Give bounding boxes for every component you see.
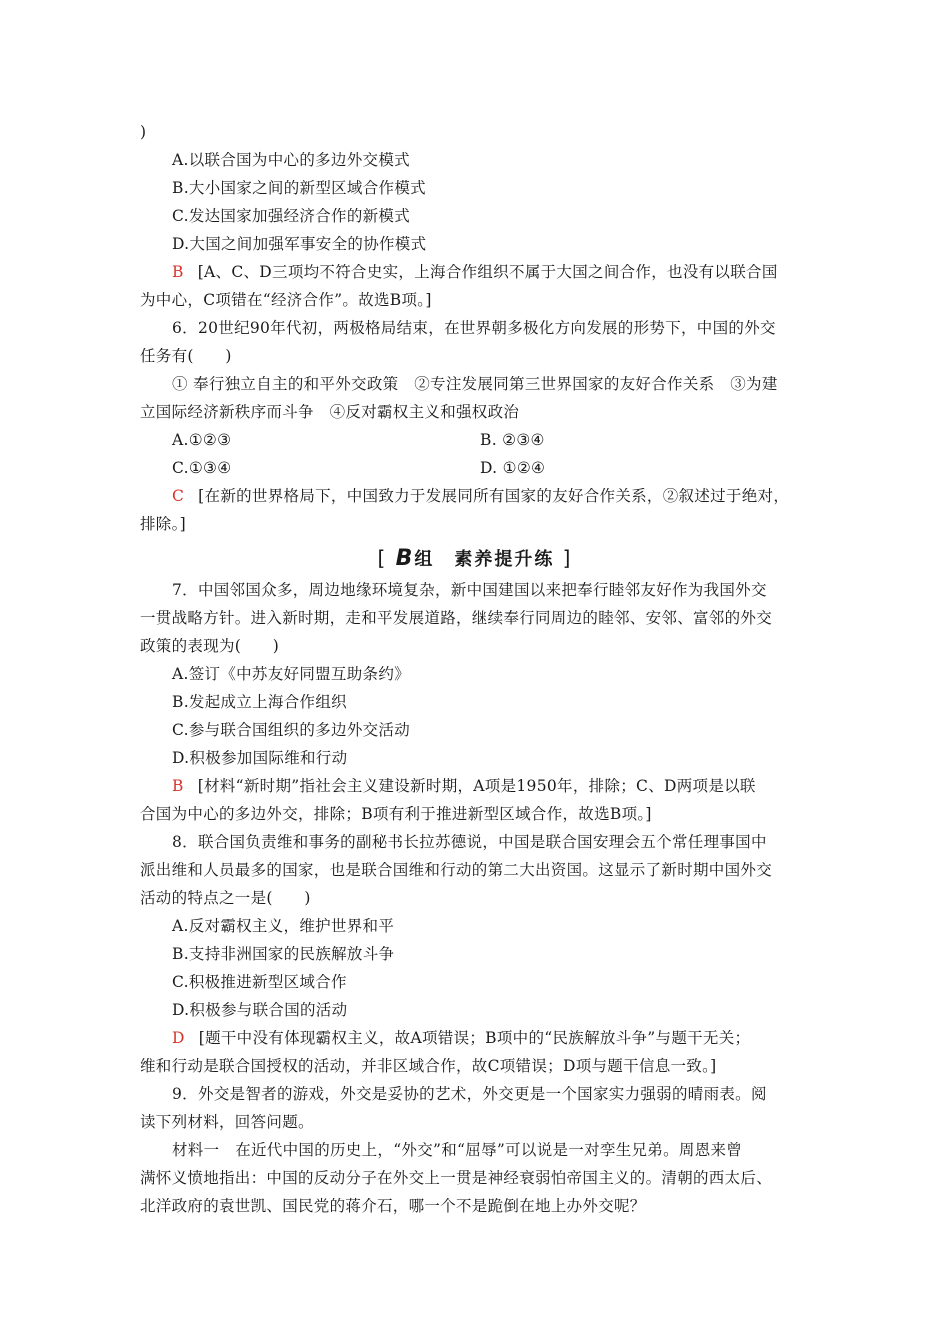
option-a: A.①②③ (172, 431, 232, 449)
option-b: B.大小国家之间的新型区域合作模式 (172, 179, 426, 197)
answer-text: [在新的世界格局下，中国致力于发展同所有国家的友好合作关系，②叙述过于绝对， (198, 487, 790, 505)
material-text: 北洋政府的袁世凯、国民党的蒋介石，哪一个不是跪倒在地上办外交呢？ (140, 1197, 646, 1215)
section-bracket: ] (562, 546, 573, 570)
material-text: 材料一 在近代中国的历史上，“外交”和“屈辱”可以说是一对孪生兄弟。周恩来曾 (172, 1141, 743, 1159)
option-d: D.大国之间加强军事安全的协作模式 (172, 235, 427, 253)
answer-line (172, 262, 778, 282)
option-a: A.反对霸权主义，维护世界和平 (172, 917, 395, 935)
option-b: B.支持非洲国家的民族解放斗争 (172, 945, 395, 963)
option-b: B.发起成立上海合作组织 (172, 693, 347, 711)
question-text: 7．中国邻国众多，周边地缘环境复杂，新中国建国以来把奉行睦邻友好作为我国外交 (172, 581, 767, 599)
material-text: 满怀义愤地指出：中国的反动分子在外交上一贯是神经衰弱怕帝国主义的。清朝的西太后、 (140, 1169, 773, 1187)
option-b: B. ②③④ (480, 431, 545, 449)
section-heading (0, 545, 950, 571)
answer-line (172, 1028, 750, 1048)
question-text: 读下列材料，回答问题。 (140, 1113, 314, 1131)
option-row (172, 430, 231, 450)
answer-letter: C (172, 487, 185, 505)
section-bracket: [ (377, 546, 388, 570)
question-text: 活动的特点之一是( ) (140, 889, 311, 907)
answer-text: 维和行动是联合国授权的活动，并非区域合作，故C项错误；D项与题干信息一致。] (140, 1057, 717, 1075)
question-text: 一贯战略方针。进入新时期，走和平发展道路，继续奉行同周边的睦邻、安邻、富邻的外交 (140, 609, 773, 627)
answer-letter: B (172, 263, 184, 281)
option-c: C.积极推进新型区域合作 (172, 973, 347, 991)
answer-text: [题干中没有体现霸权主义，故A项错误；B项中的“民族解放斗争”与题干无关； (198, 1029, 751, 1047)
question-text: 派出维和人员最多的国家，也是联合国维和行动的第二大出资国。这显示了新时期中国外交 (140, 861, 773, 879)
option-a: A.以联合国为中心的多边外交模式 (172, 151, 410, 169)
section-letter: B (395, 546, 415, 571)
text-line: ) (140, 123, 147, 141)
question-text: 9．外交是智者的游戏，外交是妥协的艺术，外交更是一个国家实力强弱的晴雨表。阅 (172, 1085, 767, 1103)
question-text: 政策的表现为( ) (140, 637, 280, 655)
answer-text: [A、C、D三项均不符合史实，上海合作组织不属于大国之间合作，也没有以联合国 (197, 263, 778, 281)
question-text: 8．联合国负责维和事务的副秘书长拉苏德说，中国是联合国安理会五个常任理事国中 (172, 833, 767, 851)
option-d: D.积极参与联合国的活动 (172, 1001, 348, 1019)
option-c: C.①③④ (172, 459, 232, 477)
option-d: D. ①②④ (480, 459, 546, 477)
question-statements: 立国际经济新秩序而斗争 ④反对霸权主义和强权政治 (140, 403, 520, 421)
question-statements: ① 奉行独立自主的和平外交政策 ②专注发展同第三世界国家的友好合作关系 ③为建 (172, 375, 778, 393)
answer-text: 合国为中心的多边外交，排除；B项有利于推进新型区域合作，故选B项。] (140, 805, 652, 823)
option-a: A.签订《中苏友好同盟互助条约》 (172, 665, 410, 683)
answer-text: 排除。] (140, 515, 186, 533)
answer-line (172, 776, 756, 796)
question-text: 6．20世纪90年代初，两极格局结束，在世界朝多极化方向发展的形势下，中国的外交 (172, 319, 776, 337)
section-title: 组 素养提升练 (414, 549, 555, 570)
answer-line (172, 486, 789, 506)
option-d: D.积极参加国际维和行动 (172, 749, 348, 767)
answer-text: 为中心，C项错在“经济合作”。故选B项。] (140, 291, 432, 309)
answer-letter: D (172, 1029, 185, 1047)
answer-letter: B (172, 777, 184, 795)
answer-text: [材料“新时期”指社会主义建设新时期，A项是1950年，排除；C、D两项是以联 (197, 777, 756, 795)
option-c: C.参与联合国组织的多边外交活动 (172, 721, 411, 739)
option-c: C.发达国家加强经济合作的新模式 (172, 207, 411, 225)
question-text: 任务有( ) (140, 347, 232, 365)
